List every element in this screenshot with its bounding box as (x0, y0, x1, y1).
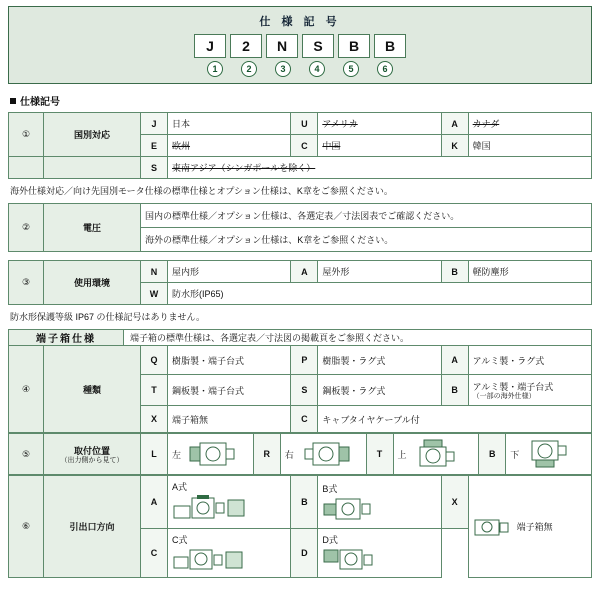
type-label-b (468, 375, 591, 406)
row-name-position (44, 434, 141, 475)
spec-table-position (8, 433, 592, 475)
type-label-t: 鋼板製・端子台式 (168, 375, 291, 406)
pos-key-b: B (479, 434, 506, 475)
code-cell-6: B (374, 34, 406, 58)
terminal-box-note: 端子箱の標準仕様は、各選定表／寸法図の掲載頁をご参照ください。 (124, 330, 591, 345)
type-key-q: Q (141, 346, 168, 375)
terminal-box-title: 端子箱仕様 (9, 330, 124, 345)
row-name-country: 国別対応 (44, 113, 141, 157)
lead-cell-d (318, 529, 441, 578)
row-name-environment: 使用環境 (44, 261, 141, 305)
code-number-5: 5 (343, 61, 359, 77)
env-key-n: N (141, 261, 168, 283)
env-label-w: 防水形(IP65) (168, 283, 592, 305)
row-index-lead: ⑥ (9, 476, 44, 578)
environment-note: 防水形保護等級 IP67 の仕様記号はありません。 (10, 312, 206, 322)
type-label-b-sub: （一部の海外仕様） (472, 392, 536, 400)
pos-cell-l (168, 434, 254, 475)
code-number-4: 4 (309, 61, 325, 77)
row-index-country-cont (9, 157, 44, 179)
type-key-s: S (291, 375, 318, 406)
spec-code-title: 仕 様 記 号 (259, 16, 341, 28)
table-row (9, 113, 592, 135)
country-label-s: 東南アジア（シンガポールを除く） (168, 157, 592, 179)
document-page (0, 6, 600, 606)
row-index-voltage: ② (9, 204, 44, 252)
lead-label-d: D式 (322, 535, 338, 545)
country-key-c: C (291, 135, 318, 157)
pos-cell-r (280, 434, 366, 475)
env-key-w: W (141, 283, 168, 305)
pos-key-l: L (141, 434, 168, 475)
lead-d-diagram-icon (322, 547, 390, 573)
motor-right-icon (301, 439, 355, 469)
row-name-lead: 引出口方向 (44, 476, 141, 578)
lead-key-a: A (141, 476, 168, 529)
spec-table-lead-direction (8, 475, 592, 578)
type-key-a: A (441, 346, 468, 375)
lead-cell-x (468, 476, 591, 578)
pos-label-t: 上 (397, 449, 407, 460)
lead-key-x: X (441, 476, 468, 529)
spec-code-row (9, 34, 591, 58)
type-key-p: P (291, 346, 318, 375)
country-label-u: アメリカ (318, 113, 441, 135)
spec-table-environment (8, 260, 592, 305)
country-label-a: カナダ (468, 113, 591, 135)
section-heading (10, 93, 592, 108)
country-label-e: 欧州 (168, 135, 291, 157)
table-row (9, 434, 592, 475)
type-key-t: T (141, 375, 168, 406)
motor-top-icon (414, 439, 458, 469)
type-label-x: 端子箱無 (168, 406, 291, 433)
pos-cell-t (393, 434, 479, 475)
voltage-line-2: 海外の標準仕様／オプション仕様は、K章をご参照ください。 (141, 228, 592, 252)
lead-key-d: D (291, 529, 318, 578)
type-label-a: アルミ製・ラグ式 (468, 346, 591, 375)
country-label-c: 中国 (318, 135, 441, 157)
code-cell-2: 2 (230, 34, 262, 58)
country-key-s: S (141, 157, 168, 179)
code-number-2: 2 (241, 61, 257, 77)
voltage-line-1: 国内の標準仕様／オプション仕様は、各選定表／寸法図表でご確認ください。 (141, 204, 592, 228)
table-row (9, 346, 592, 375)
lead-cell-b (318, 476, 441, 529)
row-name-position-sub: （出力側から見て） (60, 456, 124, 464)
lead-label-b: B式 (322, 484, 338, 494)
country-label-j: 日本 (168, 113, 291, 135)
row-name-type: 種類 (44, 346, 141, 433)
pos-label-b: 下 (510, 449, 520, 460)
row-index-country: ① (9, 113, 44, 157)
lead-key-c: C (141, 529, 168, 578)
table-row (9, 476, 592, 529)
type-key-x: X (141, 406, 168, 433)
row-name-voltage: 電圧 (44, 204, 141, 252)
country-key-a: A (441, 113, 468, 135)
spec-code-header (8, 6, 592, 84)
pos-key-t: T (366, 434, 393, 475)
country-key-k: K (441, 135, 468, 157)
type-key-c: C (291, 406, 318, 433)
spec-table-terminal-type (8, 345, 592, 433)
pos-cell-b (506, 434, 592, 475)
table-row (9, 157, 592, 179)
country-key-u: U (291, 113, 318, 135)
pos-label-l: 左 (172, 449, 182, 460)
type-key-b: B (441, 375, 468, 406)
lead-cell-c (168, 529, 291, 578)
code-cell-1: J (194, 34, 226, 58)
country-key-j: J (141, 113, 168, 135)
row-name-position-main: 取付位置 (73, 445, 110, 456)
lead-c-diagram-icon (172, 547, 246, 573)
spec-table-main (8, 112, 592, 179)
code-number-6: 6 (377, 61, 393, 77)
spec-table-voltage (8, 203, 592, 252)
code-number-3: 3 (275, 61, 291, 77)
lead-label-a: A式 (172, 482, 188, 492)
lead-label-c: C式 (172, 535, 188, 545)
lead-a-diagram-icon (172, 494, 246, 524)
pos-key-r: R (253, 434, 280, 475)
type-label-q: 樹脂製・端子台式 (168, 346, 291, 375)
lead-x-diagram-icon (473, 516, 513, 538)
row-name-country-cont (44, 157, 141, 179)
row-index-type: ④ (9, 346, 44, 433)
code-cell-3: N (266, 34, 298, 58)
env-label-a: 屋外形 (318, 261, 441, 283)
code-cell-4: S (302, 34, 334, 58)
bullet-square-icon (10, 98, 16, 104)
country-note: 海外仕様対応／向け先国別モータ仕様の標準仕様とオプション仕様は、K章をご参照ください。 (10, 186, 393, 196)
lead-b-diagram-icon (322, 496, 390, 522)
type-label-c: キャブタイヤケーブル付 (318, 406, 592, 433)
country-label-k: 韓国 (468, 135, 591, 157)
env-label-n: 屋内形 (168, 261, 291, 283)
section-heading-label: 仕様記号 (20, 97, 60, 108)
lead-key-b: B (291, 476, 318, 529)
row-index-position: ⑤ (9, 434, 44, 475)
motor-bottom-icon (526, 439, 570, 469)
type-label-p: 樹脂製・ラグ式 (318, 346, 441, 375)
spec-code-numbers (9, 61, 591, 77)
type-label-b-main: アルミ製・端子台式 (472, 381, 554, 392)
country-key-e: E (141, 135, 168, 157)
env-key-a: A (291, 261, 318, 283)
row-index-environment: ③ (9, 261, 44, 305)
type-label-s: 鋼板製・ラグ式 (318, 375, 441, 406)
env-label-b: 軽防塵形 (468, 261, 591, 283)
table-row (9, 204, 592, 228)
motor-left-icon (188, 439, 242, 469)
code-number-1: 1 (207, 61, 223, 77)
lead-cell-a (168, 476, 291, 529)
env-key-b: B (441, 261, 468, 283)
table-row (9, 261, 592, 283)
lead-label-x: 端子箱無 (516, 522, 553, 532)
pos-label-r: 右 (284, 449, 294, 460)
code-cell-5: B (338, 34, 370, 58)
terminal-box-header (8, 329, 592, 345)
